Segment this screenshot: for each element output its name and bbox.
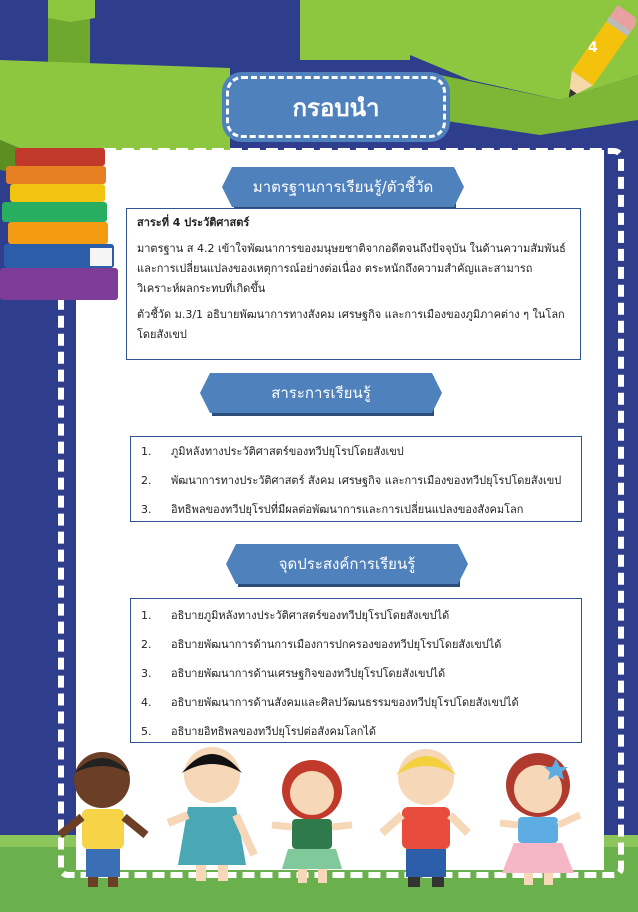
children-illustration (40, 745, 620, 895)
page-title: กรอบนำ (226, 76, 446, 138)
list-item: 5. อธิบายอิทธิพลของทวีปยุโรปต่อสังคมโลกได้ (141, 724, 377, 738)
list-item: 1. ภูมิหลังทางประวัติศาสตร์ของทวีปยุโรปโดยสังเขป (141, 444, 404, 458)
standards-box (126, 208, 581, 360)
ribbon-standards: มาตรฐานการเรียนรู้/ตัวชี้วัด (232, 167, 454, 207)
strand-heading: สาระที่ 4 ประวัติศาสตร์ (137, 216, 250, 229)
child-figure (500, 753, 580, 885)
learning-content-list (141, 437, 571, 524)
books-stack-illustration (0, 148, 125, 306)
objectives-list (141, 601, 571, 746)
list-item: 2. พัฒนาการทางประวัติศาสตร์ สังคม เศรษฐกิจ และการเมืองของทวีปยุโรปโดยสังเขป (141, 473, 562, 487)
child-figure (60, 752, 146, 887)
learning-content-box (130, 436, 582, 522)
list-item: 3. อธิบายพัฒนาการด้านเศรษฐกิจของทวีปยุโรปโดยสังเขปได้ (141, 666, 446, 680)
indicator-text: ตัวชี้วัด ม.3/1 อธิบายพัฒนาการทางสังคม เศรษฐกิจ และการเมืองของภูมิภาคต่าง ๆ ในโลกโดยสังเขป (137, 308, 565, 341)
list-item: 3. อิทธิพลของทวีปยุโรปที่มีผลต่อพัฒนาการและการเปลี่ยนแปลงของสังคมโลก (141, 502, 524, 516)
list-item: 4. อธิบายพัฒนาการด้านสังคมและศิลปวัฒนธรรมของทวีปยุโรปโดยสังเขปได้ (141, 695, 519, 709)
ribbon-objectives: จุดประสงค์การเรียนรู้ (236, 544, 458, 584)
standard-text: มาตรฐาน ส 4.2 เข้าใจพัฒนาการของมนุษยชาติจากอดีตจนถึงปัจจุบัน ในด้านความสัมพันธ์และการเปลี่ยนแปลงของเหตุการณ์อย่างต่อเนื่อง ตระหนักถึงความสำคัญและสามารถ วิเคราะห์ผลกระทบที่เกิดขึ้น (137, 242, 566, 295)
list-item: 2. อธิบายพัฒนาการด้านการเมืองการปกครองของทวีปยุโรปโดยสังเขปได้ (141, 637, 502, 651)
list-item: 1. อธิบายภูมิหลังทางประวัติศาสตร์ของทวีปยุโรปโดยสังเขปได้ (141, 608, 450, 622)
pencil-illustration (556, 2, 636, 112)
child-figure (272, 760, 352, 883)
page-number: 4 (588, 40, 598, 56)
ribbon-learning-content: สาระการเรียนรู้ (210, 373, 432, 413)
child-figure (382, 749, 468, 887)
objectives-box (130, 598, 582, 743)
child-figure (168, 747, 254, 881)
